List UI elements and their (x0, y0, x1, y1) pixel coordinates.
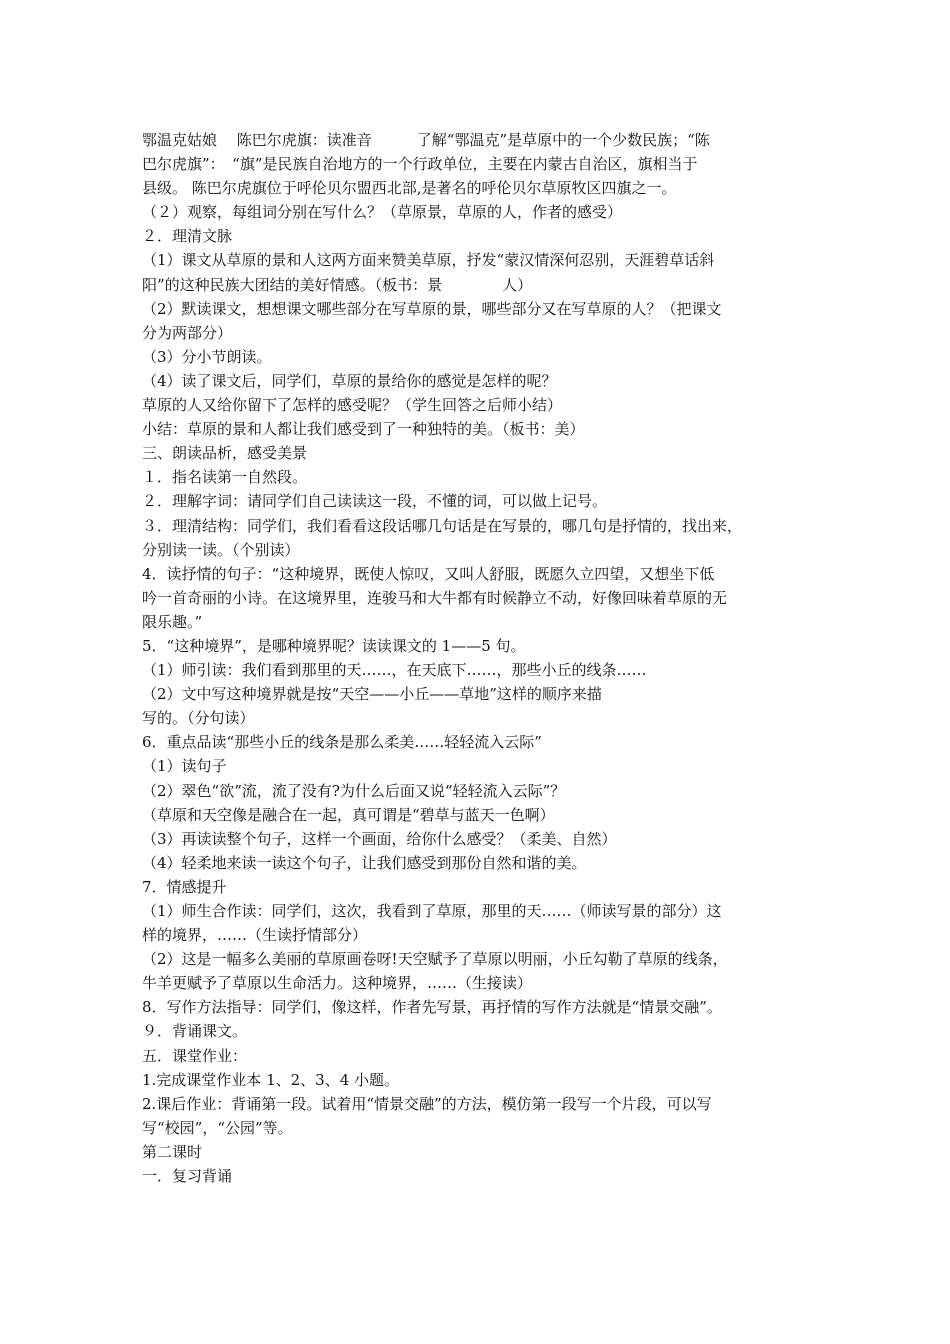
text-line: 8．写作方法指导：同学们，像这样，作者先写景，再抒情的写作方法就是“情景交融”。 (142, 998, 722, 1017)
text-line: ２．理清文脉 (142, 227, 233, 246)
text-line: （3）再读读整个句子，这样一个画面，给你什么感受？（柔美、自然） (142, 829, 617, 848)
text-line: 7．情感提升 (142, 877, 227, 896)
text-line: （4）读了课文后，同学们，草原的景给你的感觉是怎样的呢？ (142, 371, 557, 390)
text-line: 鄂温克姑娘 陈巴尔虎旗：读准音 了解“鄂温克”是草原中的一个少数民族；“陈 (142, 131, 710, 149)
text-line: 阳”的这种民族大团结的美好情感。（板书：景 人） (142, 275, 533, 294)
text-line: 三、朗读品析，感受美景 (142, 444, 308, 463)
text-line: （3）分小节朗读。 (142, 347, 272, 366)
text-line: １．指名读第一自然段。 (142, 468, 308, 487)
document-body (142, 128, 812, 1188)
text-line: 样的境界，……（生读抒情部分） (142, 926, 368, 945)
text-line: （2）文中写这种境界就是按“天空——小丘——草地”这样的顺序来描 (142, 685, 602, 704)
text-line: 吟一首奇丽的小诗。在这境界里，连骏马和大牛都有时候静立不动，好像回味着草原的无 (142, 588, 728, 607)
text-line: 5．“这种境界”，是哪种境界呢？读读课文的 1——5 句。 (142, 636, 526, 655)
text-line: 2.课后作业：背诵第一段。试着用“情景交融”的方法，模仿第一段写一个片段，可以写 (142, 1094, 712, 1113)
text-line: （1）师生合作读：同学们，这次，我看到了草原，那里的天……（师读写景的部分）这 (142, 902, 722, 920)
text-line: ９．背诵课文。 (142, 1022, 248, 1041)
text-line: 1.完成课堂作业本 1、2、3、4 小题。 (142, 1070, 400, 1089)
text-line: 一．复习背诵 (142, 1167, 233, 1186)
text-line: （草原和天空像是融合在一起，真可谓是“碧草与蓝天一色啊） (142, 805, 555, 824)
text-line: 县级。 陈巴尔虎旗位于呼伦贝尔盟西北部,是著名的呼伦贝尔草原牧区四旗之一。 (142, 179, 677, 198)
text-line: 牛羊更赋予了草原以生命活力。这种境界，……（生接读） (142, 974, 533, 993)
text-line: （1）课文从草原的景和人这两方面来赞美草原，抒发“蒙汉情深何忍别，天涯碧草话斜 (142, 251, 715, 270)
text-line: 6．重点品读“那些小丘的线条是那么柔美……轻轻流入云际” (142, 733, 542, 752)
text-line: （2）这是一幅多么美丽的草原画卷呀!天空赋予了草原以明丽，小丘勾勒了草原的线条， (142, 950, 728, 969)
text-line: （2）翠色“欲”流，流了没有?为什么后面又说“轻轻流入云际”？ (142, 781, 566, 800)
text-line: 分别读一读。（个别读） (142, 540, 300, 559)
text-line: 巴尔虎旗”： “旗”是民族自治地方的一个行政单位，主要在内蒙古自治区，旗相当于 (142, 155, 698, 174)
text-line: （4）轻柔地来读一读这个句子，让我们感受到那份自然和谐的美。 (142, 853, 587, 872)
text-line: ２．理解字词：请同学们自己读读这一段，不懂的词，可以做上记号。 (142, 492, 608, 511)
text-line: （2）默读课文，想想课文哪些部分在写草原的景，哪些部分又在写草原的人？（把课文 (142, 299, 722, 318)
text-line: 写“校园”，“公园”等。 (142, 1118, 293, 1137)
text-line: 小结：草原的景和人都让我们感受到了一种独特的美。（板书：美） (142, 420, 585, 439)
text-line: （1）师引读：我们看到那里的天……，在天底下……，那些小丘的线条…… (142, 661, 647, 680)
text-line: 限乐趣。” (142, 612, 203, 631)
text-line: 第二课时 (142, 1142, 203, 1161)
text-line: （1）读句子 (142, 757, 227, 776)
text-line: 五．课堂作业： (142, 1046, 248, 1065)
text-line: ３．理清结构：同学们，我们看看这段话哪几句话是在写景的，哪几句是抒情的，找出来， (142, 516, 743, 535)
text-line: 草原的人又给你留下了怎样的感受呢？（学生回答之后师小结） (142, 396, 563, 415)
text-line: 分为两部分） (142, 323, 233, 342)
text-line: （２）观察，每组词分别在写什么？（草原景，草原的人，作者的感受） (142, 203, 623, 222)
text-line: 4．读抒情的句子：“这种境界，既使人惊叹，又叫人舒服，既愿久立四望，又想坐下低 (142, 564, 715, 583)
text-line: 写的。（分句读） (142, 709, 255, 728)
